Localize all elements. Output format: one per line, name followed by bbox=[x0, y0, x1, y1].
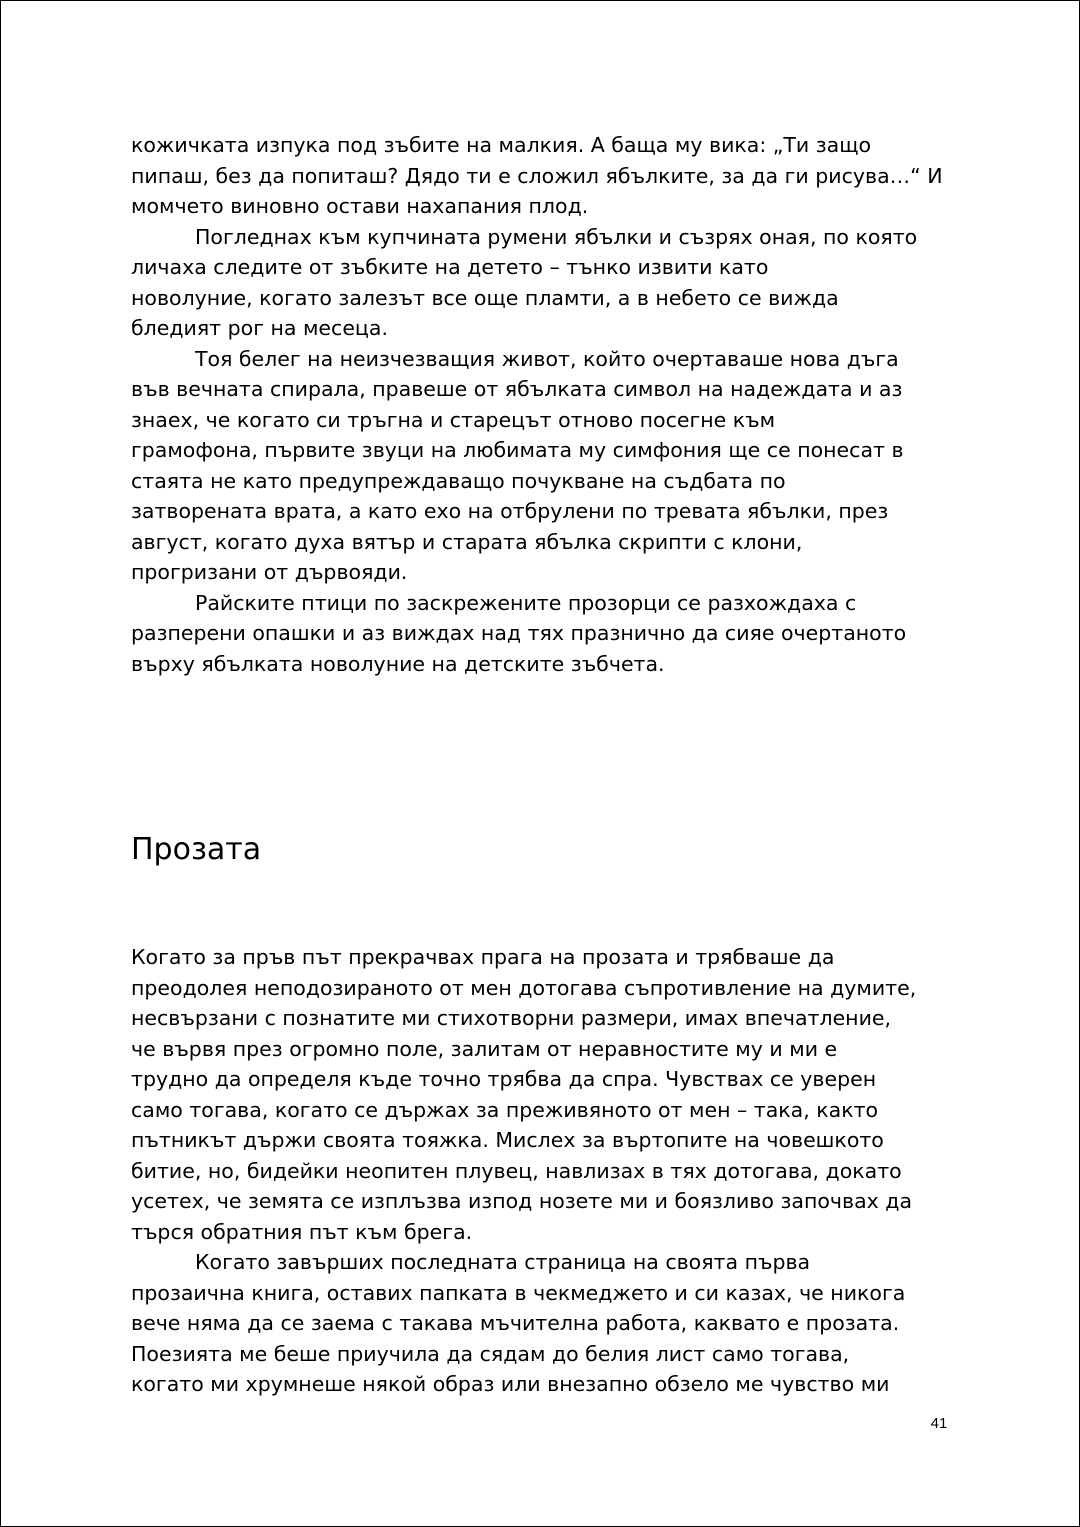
text-line: във вечната спирала, правеше от ябълката символ на надеждата и аз bbox=[131, 377, 903, 401]
text-line: личаха следите от зъбките на детето – тънко извити като bbox=[131, 255, 769, 279]
text-line: преодолея неподозираното от мен дотогава съпротивление на думите, bbox=[131, 975, 917, 1000]
text-line: търся обратния път към брега. bbox=[131, 1219, 473, 1244]
text-line: разперени опашки и аз виждах над тях празнично да сияе очертаното bbox=[131, 621, 907, 645]
text-line: върху ябълката новолуние на детските зъбчета. bbox=[131, 651, 665, 676]
text-section-1 bbox=[131, 130, 961, 679]
text-line: прозаична книга, оставих папката в чекмеджето и си казах, че никога bbox=[131, 1280, 906, 1305]
text-line: битие, но, бидейки неопитен плувец, навлизах в тях дотогава, докато bbox=[131, 1158, 902, 1183]
text-line: само тогава, когато се държах за преживяното от мен – така, както bbox=[131, 1097, 879, 1122]
text-line: несвързани с познатите ми стихотворни размери, имах впечатление, bbox=[131, 1006, 892, 1030]
text-line: Когато за пръв път прекрачвах прага на прозата и трябваше да bbox=[131, 945, 835, 969]
text-line: знаех, че когато си тръгна и старецът отново посегне към bbox=[131, 407, 776, 432]
text-line: грамофона, първите звуци на любимата му симфония ще се понесат в bbox=[131, 438, 904, 462]
text-line: трудно да определя къде точно трябва да спра. Чувствах се уверен bbox=[131, 1067, 877, 1091]
text-line: когато ми хрумнеше някой образ или внезапно обзело ме чувство ми bbox=[131, 1372, 890, 1396]
text-line: прогризани от дървояди. bbox=[131, 560, 408, 584]
text-line: кожичката изпука под зъбите на малкия. А баща му вика: „Ти защо bbox=[131, 133, 872, 157]
text-section-2 bbox=[131, 942, 961, 1400]
text-line: затворената врата, а като ехо на отбрулени по тревата ябълки, през bbox=[131, 499, 889, 523]
text-line: усетех, че земята се изплъзва изпод нозете ми и боязливо започвах да bbox=[131, 1189, 913, 1213]
text-line: момчето виновно остави нахапания плод. bbox=[131, 194, 589, 218]
text-line: Тоя белег на неизчезващия живот, който очертаваше нова дъга bbox=[195, 346, 899, 371]
text-line: Погледнах към купчината румени ябълки и съзрях оная, по която bbox=[195, 224, 918, 249]
text-line: новолуние, когато залезът все още пламти, а в небето се вижда bbox=[131, 285, 839, 310]
section-heading: Прозата bbox=[131, 832, 262, 867]
text-line: Когато завърших последната страница на своята първа bbox=[195, 1250, 811, 1274]
text-line: вече няма да се заема с такава мъчителна работа, каквато е прозата. bbox=[131, 1311, 900, 1335]
text-line: че вървя през огромно поле, залитам от неравностите му и ми е bbox=[131, 1036, 838, 1061]
text-line: пътникът държи своята тояжка. Мислех за въртопите на човешкото bbox=[131, 1128, 884, 1152]
text-line: август, когато духа вятър и старата ябълка скрипти с клони, bbox=[131, 529, 803, 554]
page-number: 41 bbox=[930, 1415, 948, 1432]
text-line: пипаш, без да попиташ? Дядо ти е сложил ябълките, за да ги рисува…“ И bbox=[131, 163, 943, 188]
text-line: Райските птици по заскрежените прозорци се разхождаха с bbox=[195, 590, 857, 615]
text-line: стаята не като предупреждаващо почукване на съдбата по bbox=[131, 468, 786, 493]
text-line: Поезията ме беше приучила да сядам до белия лист само тогава, bbox=[131, 1341, 850, 1366]
text-line: бледият рог на месеца. bbox=[131, 316, 388, 340]
